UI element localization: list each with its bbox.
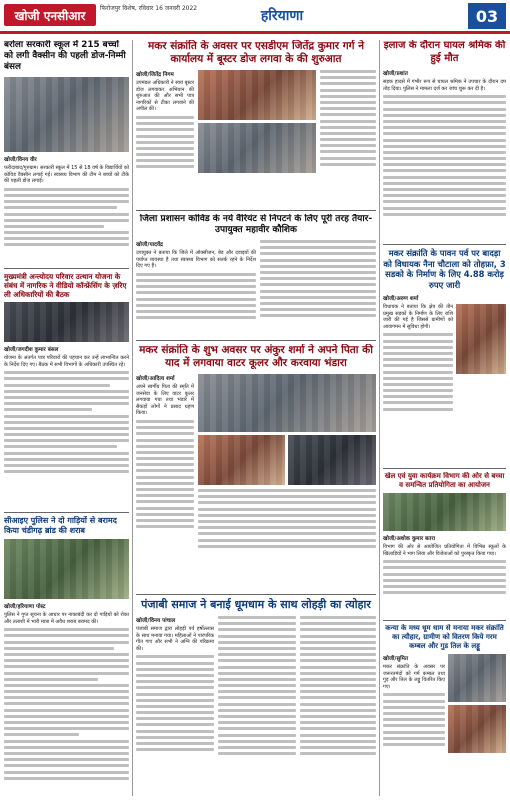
divider	[136, 340, 376, 341]
divider	[4, 512, 129, 513]
story-body: सड़क हादसे में गंभीर रूप से घायल श्रमिक ने उपचार के दौरान दम तोड़ दिया। पुलिस ने मामला दर्ज कर जांच शुरू कर दी है।	[383, 79, 506, 92]
story-byline: खोजी/हरियाणा पोस्ट	[4, 604, 46, 610]
story-photo	[383, 493, 506, 531]
story-headline: पंजाबी समाज ने बनाई धूमधाम के साथ लोहड़ी का त्योहार	[141, 598, 371, 611]
story-body: पुलिस ने गुप्त सूचना के आधार पर नाकाबंदी कर दो गाड़ियों को रोका और तलाशी में भारी मात्रा में अवैध शराब बरामद की।	[4, 612, 129, 625]
story-headline: मकर संक्रांति के शुभ अवसर पर अंकुर शर्मा ने अपने पिता की याद में लगवाया वाटर कूलर और करवाया भंडारा	[139, 344, 373, 369]
story-photo	[198, 70, 316, 120]
story-body: योजना के अंतर्गत पात्र परिवारों की पहचान कर उन्हें लाभान्वित करने के निर्देश दिए गए। बैठक में सभी विभागों के अधिकारी उपस्थित रहे।	[4, 355, 129, 368]
story-headline: इलाज के दौरान घायल श्रमिक की हुई मौत	[383, 40, 506, 64]
divider	[136, 594, 376, 595]
divider	[136, 210, 376, 211]
story-byline: खोजी/विनय वीर	[4, 157, 37, 163]
story-body: मकर संक्रांति के अवसर पर जरूरतमंदों को गर्म कम्बल तथा गुड़ और तिल के लड्डू वितरित किए गए।	[383, 664, 445, 690]
story-headline: मकर संक्रांति के पावन पर्व पर बादड़ा को विधायक नैना चौटाला को तोहफ़ा, 3 सडको के निर्माण के लिए 4.88 करोड़ रुपए जारी	[383, 248, 506, 290]
story-body: पंजाबी समाज द्वारा लोहड़ी पर्व हर्षोल्लास के साथ मनाया गया। महिलाओं ने पारंपरिक गीत गाए और सभी ने अग्नि की परिक्रमा की।	[136, 626, 214, 652]
story-photo	[198, 435, 285, 485]
story-photo	[4, 77, 129, 152]
story-text-lines	[383, 693, 445, 746]
divider	[383, 468, 506, 469]
divider	[383, 620, 506, 621]
section-title: हरियाणा	[260, 8, 304, 24]
story-text-lines	[198, 489, 376, 548]
story-byline: खोजी/प्रशांत	[383, 71, 408, 77]
mla-portrait-photo	[456, 304, 506, 374]
story-text-lines	[136, 273, 256, 319]
story-byline: खोजी/जितेंद्र निगम	[136, 72, 174, 78]
story-text-lines	[136, 655, 214, 751]
story-byline: खोजी/अरुण शर्मा	[383, 296, 419, 302]
story-photo	[198, 374, 376, 432]
story-photo	[288, 435, 376, 485]
story-headline: बरोला सरकारी स्कूल में 215 बच्चों को लगी वैक्सीन की पहली डोज-निम्मी बंसल	[4, 40, 126, 72]
story-headline: मुख्यमंत्री अन्त्योदय परिवार उत्थान योजना के संबंध में नागरिक ने वीडियो कॉन्फ्रेंसिंग के ज़रिए ली अधिकारियों की बैठक	[4, 272, 127, 299]
story-body: विभाग की ओर से आयोजित प्रतियोगिता में विभिन्न स्कूलों के खिलाड़ियों ने भाग लिया और विजेताओं को पुरस्कृत किया गया।	[383, 544, 506, 557]
story-byline: खोजी/सुमित	[383, 656, 409, 662]
story-byline: खोजी/अशोक कुमार बतरा	[383, 536, 435, 542]
masthead	[0, 0, 510, 34]
story-lohri	[136, 598, 376, 796]
story-text-lines	[4, 188, 129, 247]
story-photo	[4, 539, 129, 599]
story-photo	[448, 654, 506, 702]
story-police	[4, 516, 129, 796]
story-body: उपायुक्त ने बताया कि जिले में ऑक्सीजन, बेड और दवाइयों की पर्याप्त व्यवस्था है तथा स्वास्थ्य विभाग को सतर्क रहने के निर्देश दिए गए हैं।	[136, 250, 256, 270]
story-text-lines	[4, 371, 129, 473]
story-text-lines	[136, 420, 194, 528]
column-rule	[379, 40, 380, 796]
story-byline: खोजी/यादवेंद्र	[136, 242, 163, 248]
story-headline: कन्या के मध्य धूम धाम से मनाया मकर संक्रांति का त्यौहार, ग्रामीण को वितरण किये गरम कम्बल और गुड तिल के लड्डू	[385, 624, 504, 650]
story-headline: जिला प्रशासन कोविड के नये वैरियंट से निपटने के लिए पूरी तरह तैयार-उपायुक्त महावीर कौशिक	[139, 214, 373, 235]
story-water-cooler	[136, 344, 376, 592]
story-photo	[198, 123, 316, 173]
story-byline: खोजी/विनय पांचाल	[136, 618, 176, 624]
story-photo	[448, 705, 506, 753]
story-byline: खोजी/आदित्य शर्मा	[136, 376, 175, 382]
story-headline: मकर संक्रांति के अवसर पर एसडीएम जितेंद्र कुमार गर्ग ने कार्यालय में बूस्टर डोज लगवा के की शुरुआत	[147, 40, 365, 65]
story-body: उपमंडल अधिकारी ने स्वयं बूस्टर डोज लगवाकर अभियान की शुरुआत की और सभी पात्र नागरिकों से टीका लगवाने की अपील की।	[136, 80, 194, 113]
story-road-grant	[383, 248, 506, 466]
story-body: फरीदाबाद/गुरुग्राम। सरकारी स्कूल में 15 से 18 वर्ष के विद्यार्थियों को कोविड वैक्सीन लगाई गई। स्वास्थ्य विभाग की टीम ने बच्चों को टीके की पहली डोज लगाई।	[4, 165, 129, 185]
story-covid	[136, 214, 376, 338]
story-text-lines	[4, 628, 129, 780]
story-injury	[383, 40, 506, 244]
story-text-lines	[383, 95, 506, 216]
story-body: अपने स्वर्गीय पिता की स्मृति में जनसेवा के लिए वाटर कूलर लगवाया गया तथा भंडारे में सैकड़ों लोगों ने प्रसाद ग्रहण किया।	[136, 384, 194, 417]
story-sports	[383, 472, 506, 618]
column-rule	[132, 40, 133, 796]
dateline: फिरोजपुर विशेष, रविवार 16 जनवरी 2022	[100, 5, 198, 12]
story-text-lines	[320, 70, 376, 166]
story-text-lines	[136, 116, 194, 169]
page-number: 03	[468, 3, 506, 29]
story-headline: सीआइए पुलिस ने दो गाड़ियों से बरामद किया चंडीगढ़ ब्रांड की शराब	[4, 516, 117, 535]
story-photo	[4, 302, 129, 342]
divider	[383, 244, 506, 245]
story-school	[4, 40, 129, 268]
story-text-lines	[383, 333, 453, 410]
story-text-lines	[383, 560, 506, 594]
story-headline: खेल एवं युवा कार्यक्रम विभाग की ओर से बच्चा व समन्वित प्रतियोगिता का आयोजन	[384, 472, 505, 489]
story-booster	[136, 40, 376, 208]
story-meeting	[4, 272, 129, 510]
newspaper-logo: खोजी एनसीआर	[4, 4, 96, 26]
story-blanket-distribution	[383, 624, 506, 796]
story-text-lines	[260, 240, 376, 317]
story-text-lines	[218, 616, 296, 755]
story-text-lines	[300, 616, 376, 755]
divider	[4, 268, 129, 269]
story-byline: खोजी/जगदीश कुमार बंसल	[4, 347, 59, 353]
story-body: विधायक ने बताया कि क्षेत्र की तीन प्रमुख सड़कों के निर्माण के लिए राशि जारी की गई है जिससे ग्रामीणों को आवागमन में सुविधा होगी।	[383, 304, 453, 330]
